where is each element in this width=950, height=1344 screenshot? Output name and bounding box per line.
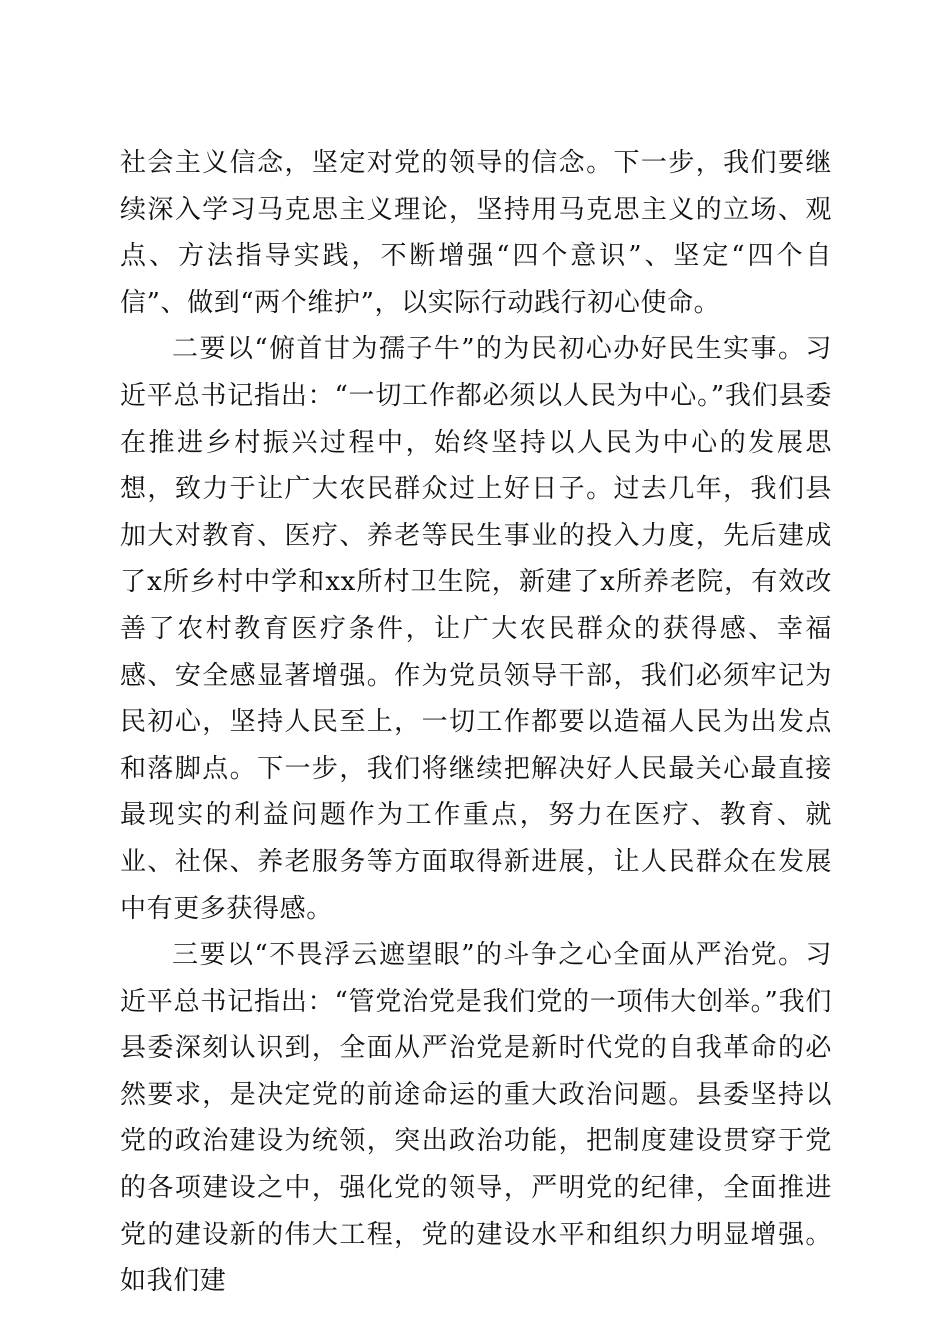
paragraph-socialist-belief: 社会主义信念，坚定对党的领导的信念。下一步，我们要继续深入学习马克思主义理论，坚持用马克思主义的立场、观点、方法指导实践，不断增强“四个意识”、坚定“四个自信”、做到“两个维护”，以实际行动践行初心使命。 — [120, 148, 832, 318]
document-body — [120, 140, 832, 1305]
paragraph-party-governance: 三要以“不畏浮云遮望眼”的斗争之心全面从严治党。习近平总书记指出：“管党治党是我们党的一项伟大创举。”我们县委深刻认识到，全面从严治党是新时代党的自我革命的必然要求，是决定党的前途命运的重大政治问题。县委坚持以党的政治建设为统领，突出政治功能，把制度建设贯穿于党的各项建设之中，强化党的领导，严明党的纪律，全面推进党的建设新的伟大工程，党的建设水平和组织力明显增强。如我们建 — [120, 940, 832, 1297]
paragraph-people-livelihood: 二要以“俯首甘为孺子牛”的为民初心办好民生实事。习近平总书记指出：“一切工作都必须以人民为中心。”我们县委在推进乡村振兴过程中，始终坚持以人民为中心的发展思想，致力于让广大农民群众过上好日子。过去几年，我们县加大对教育、医疗、养老等民生事业的投入力度，先后建成了x所乡村中学和xx所村卫生院，新建了x所养老院，有效改善了农村教育医疗条件，让广大农民群众的获得感、幸福感、安全感显著增强。作为党员领导干部，我们必须牢记为民初心，坚持人民至上，一切工作都要以造福人民为出发点和落脚点。下一步，我们将继续把解决好人民最关心最直接最现实的利益问题作为工作重点，努力在医疗、教育、就业、社保、养老服务等方面取得新进展，让人民群众在发展中有更多获得感。 — [120, 334, 832, 924]
